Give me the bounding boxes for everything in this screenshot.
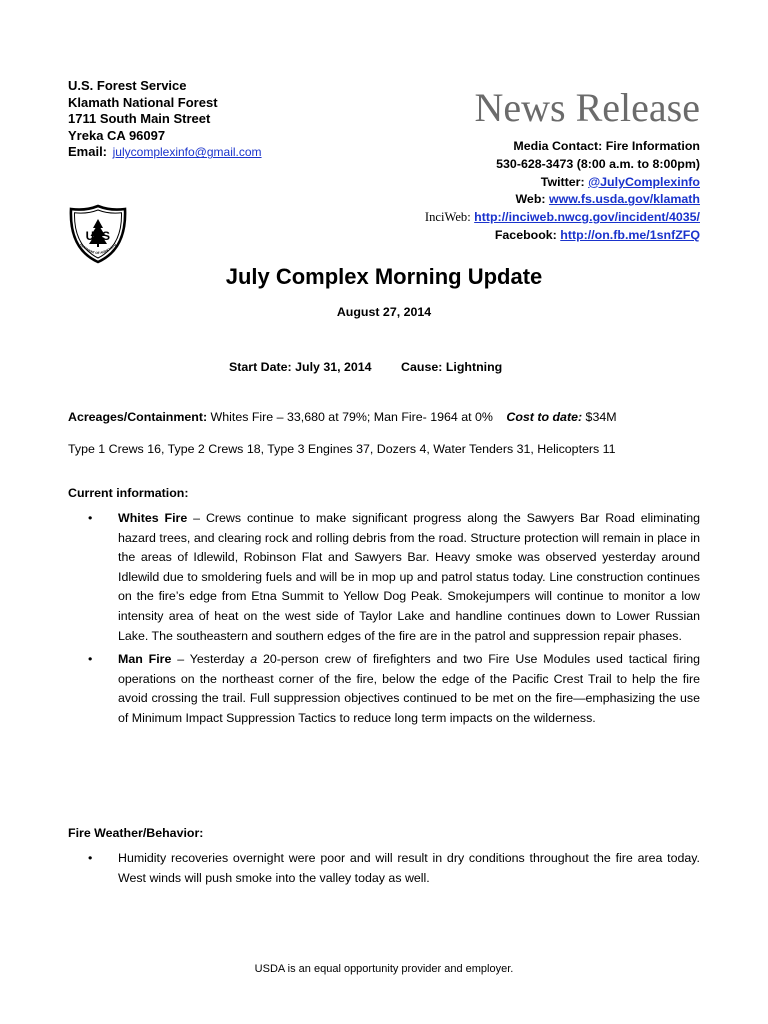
city-address: Yreka CA 96097 <box>68 127 166 143</box>
bullet-icon: • <box>88 851 93 865</box>
list-item <box>88 849 700 888</box>
email-link[interactable]: julycomplexinfo@gmail.com <box>112 145 262 160</box>
twitter-link[interactable]: @JulyComplexinfo <box>588 174 700 189</box>
list-item <box>88 650 700 728</box>
facebook-line <box>425 227 700 245</box>
facebook-link[interactable]: http://on.fb.me/1snfZFQ <box>560 227 700 242</box>
acreage-value: Whites Fire – 33,680 at 79%; Man Fire- 1964 at 0% <box>210 410 493 424</box>
inciweb-line <box>425 209 700 227</box>
web-link[interactable]: www.fs.usda.gov/klamath <box>548 192 700 207</box>
web-label: Web: <box>515 192 546 207</box>
list-item <box>88 509 700 646</box>
email-label: Email: <box>68 144 108 160</box>
fire-weather-list <box>88 849 700 892</box>
equal-opportunity-footer: USDA is an equal opportunity provider and employer. <box>254 963 514 975</box>
email-line <box>68 144 262 161</box>
phone-line: 530-628-3473 (8:00 a.m. to 8:00pm) <box>496 156 700 171</box>
bullet-icon: • <box>88 511 93 525</box>
update-date: August 27, 2014 <box>336 305 432 319</box>
update-headline: July Complex Morning Update <box>225 264 543 289</box>
whites-fire-label: Whites Fire <box>118 511 188 525</box>
man-fire-text-a: – Yesterday <box>171 652 251 667</box>
svg-text:U: U <box>85 229 95 243</box>
current-information-list <box>88 509 700 733</box>
current-information-heading: Current information: <box>68 486 189 500</box>
news-release-title: News Release <box>474 85 700 130</box>
media-contact-value: Fire Information <box>605 139 700 153</box>
contact-block <box>425 138 700 245</box>
start-date-label: Start Date: <box>229 360 292 374</box>
inciweb-label: InciWeb: <box>424 210 471 225</box>
man-fire-label: Man Fire <box>118 652 172 667</box>
start-date-value: July 31, 2014 <box>295 360 372 374</box>
acreage-line <box>68 410 617 424</box>
inciweb-link[interactable]: http://inciweb.nwcg.gov/incident/4035/ <box>474 210 700 225</box>
media-contact-label: Media Contact: <box>513 139 603 153</box>
acreage-label: Acreages/Containment: <box>68 410 208 424</box>
start-cause-line <box>229 360 502 374</box>
fire-weather-heading: Fire Weather/Behavior: <box>68 826 204 840</box>
fire-weather-text: Humidity recoveries overnight were poor and will result in dry conditions throughout the fire area today. West winds will push smoke into the valley today as well. <box>118 851 700 885</box>
bullet-icon: • <box>88 652 93 667</box>
cost-value: $34M <box>585 410 617 424</box>
svg-text:S: S <box>101 229 111 243</box>
twitter-label: Twitter: <box>540 174 585 189</box>
cause-value: Lightning <box>445 360 503 374</box>
logo-top-text <box>68 204 106 205</box>
resources-line: Type 1 Crews 16, Type 2 Crews 18, Type 3 Engines 37, Dozers 4, Water Tenders 31, Helicopters 11 <box>68 442 616 456</box>
man-fire-text-italic: a <box>250 652 258 667</box>
logo-bottom-text: PARTMENT OF AGRICULTU <box>78 242 118 256</box>
street-address: 1711 South Main Street <box>68 111 211 127</box>
man-fire-text-b: 20-person crew of firefighters and two Fire Use Modules used tactical firing operations on the northeast corner of the fire, below the edge of the Pacific Crest Trail to help the fire avoid crossing the trail. Full suppression objectives continued to be met on the fire—emphasizing the use of Minimum Impact Suppression Tactics to reduce long term impacts on the wilderness. <box>118 652 700 725</box>
agency-address <box>68 78 262 161</box>
twitter-line <box>425 174 700 192</box>
whites-fire-text: – Crews continue to make significant progress along the Sawyers Bar Road eliminating hazard trees, and clearing rock and rolling debris from the road. Structure protection will remain in place in the areas of Idlewild, Robinson Flat and Sawyers Bar. Heavy smoke was observed yesterday around Idlewild due to smoldering fuels and will be in mop up and patrol status today. Line construction continues on the fire’s edge from Etna Summit to Yellow Dog Peak. Smokejumpers will continue to monitor a low intensity area of heat on the west side of Taylor Lake and handline continues down to Lower Russian Lake. The southeastern and southern edges of the fire are in the patrol and suppression repair phases. <box>118 511 700 643</box>
web-line <box>425 191 700 209</box>
forest-service-shield-icon <box>68 204 128 264</box>
cause-label: Cause: <box>401 360 443 374</box>
forest-name: Klamath National Forest <box>68 94 218 110</box>
agency-name: U.S. Forest Service <box>68 78 187 93</box>
cost-label: Cost to date: <box>506 410 583 424</box>
facebook-label: Facebook: <box>494 227 557 242</box>
media-contact-line <box>425 138 700 156</box>
